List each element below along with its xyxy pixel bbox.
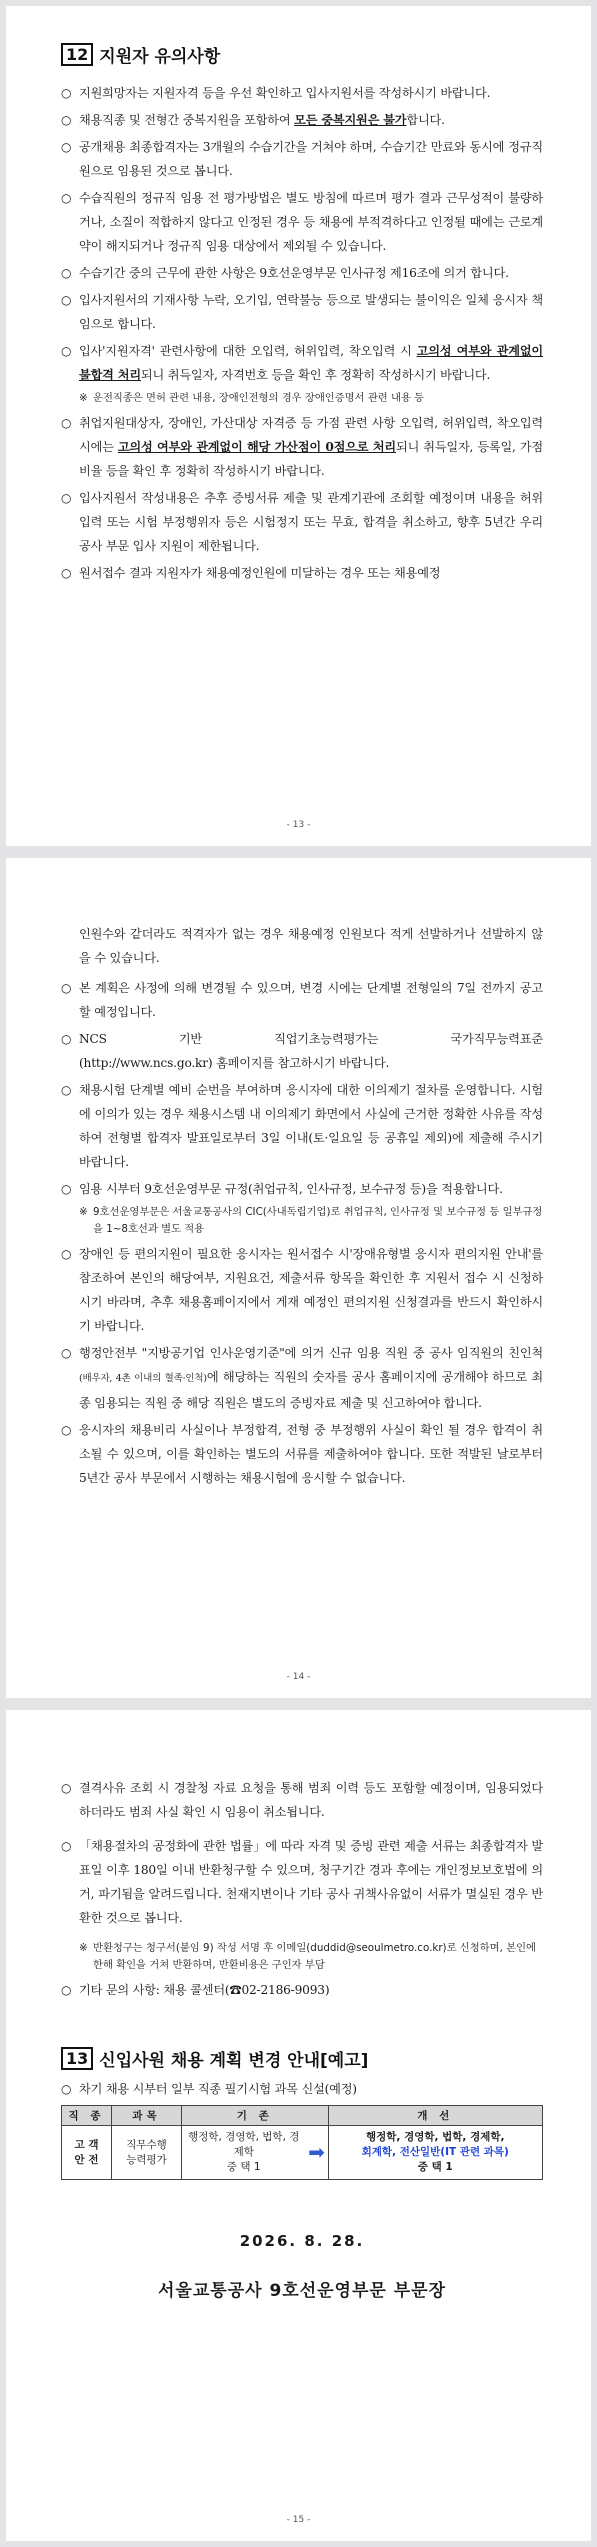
notice-item: [61, 976, 543, 1024]
notice-item: [61, 1978, 543, 2002]
notice-list: [61, 976, 543, 1490]
bullet-icon: ○: [61, 1346, 72, 1360]
item-text: 입사지원서 작성내용은 추후 증빙서류 제출 및 관계기관에 조회할 예정이며 내용을 허위 입력 또는 시험 부정행위자 등은 시험정지 또는 무효, 합격을 취소하고, 향후 5년간 우리 공사 부문 입사 지원이 제한됩니다.: [79, 491, 543, 553]
bullet-icon: ○: [61, 2082, 72, 2096]
notice-item: [61, 1177, 543, 1201]
bullet-icon: ○: [61, 1983, 72, 1997]
item-text: 본 계획은 사정에 의해 변경될 수 있으며, 변경 시에는 단계별 전형일의 7일 전까지 공고할 예정입니다.: [79, 981, 543, 1019]
ncs-justified-line: [79, 1027, 543, 1051]
bullet-icon: ○: [61, 981, 72, 995]
bullet-icon: ○: [61, 344, 72, 358]
issuer-name: 서울교통공사 9호선운영부문 부문장: [158, 2281, 446, 2301]
item-text: 수습직원의 정규직 임용 전 평가방법은 별도 방침에 따르며 평가 결과 근무성적이 불량하거나, 소질이 적합하지 않다고 인정된 경우 등 채용에 부적격하다고 인정될 때에는 근로계약이 해지되거나 정규직 임용 대상에서 제외될 수 있습니다.: [79, 191, 543, 253]
notice-list: [61, 81, 543, 585]
item-text: 장애인 등 편의지원이 필요한 응시자는 원서접수 시'장애유형별 응시자 편의지원 안내'를 참조하여 본인의 해당여부, 지원요건, 제출서류 항목을 확인한 후 지원서 접수 시 신청하시기 바라며, 추후 채용홈페이지에서 게재 예정인 편의지원 신청결과를 반드시 확인하시기 바랍니다.: [79, 1247, 543, 1333]
item-text: 기타 문의 사항: 채용 콜센터(☎02-2186-9093): [79, 1983, 330, 1997]
header-after: 개 선: [328, 2106, 543, 2126]
after-subjects: 행정학, 경영학, 법학, 경제학,: [366, 2131, 505, 2143]
section-title-text: 지원자 유의사항: [99, 47, 221, 67]
document-page-13: [6, 6, 591, 846]
cell-subject: 직무수행 능력평가: [112, 2126, 182, 2180]
footnote-text: 9호선운영부문은 서울교통공사의 CIC(사내독립기업)로 취업규칙, 인사규정 및 보수규정 등 일부규정을 1~8호선과 별도 적용: [93, 1206, 543, 1235]
item-text: 되니 취득일자, 자격번호 등을 확인 후 정확히 작성하시기 바랍니다.: [140, 368, 491, 382]
after-choice: 중 택 1: [417, 2161, 453, 2173]
item-text: 고의성 여부와 관계없이 해당 가산점이 0점으로 처리: [117, 440, 396, 454]
notice-item: [61, 1027, 543, 1075]
item-text: 취업지원대상자, 장애인, 가산대상 자격증 등 가점 관련 사항 오입력, 허위입력, 착오입력 시에는: [79, 416, 543, 454]
section-number-box: 12: [61, 43, 93, 66]
notice-item: [61, 486, 543, 558]
bullet-icon: ○: [61, 86, 72, 100]
bullet-icon: ○: [61, 113, 72, 127]
document-page-14: [6, 858, 591, 1698]
cell-job: 고 객 안 전: [62, 2126, 112, 2180]
section-title-text: 신입사원 채용 계획 변경 안내[예고]: [99, 2051, 369, 2071]
item-text: 수습기간 중의 근무에 관한 사항은 9호선운영부문 인사규정 제16조에 의거 합니다.: [79, 266, 509, 280]
header-subject: 과목: [112, 2106, 182, 2126]
bullet-icon: ○: [61, 416, 72, 430]
item-text: 모든 중복지원은 불가: [294, 113, 407, 127]
item-text: 행정안전부 "지방공기업 인사운영기준"에 의거 신규 임용 직원 중 공사 임직원의 친인척: [79, 1346, 543, 1360]
notice-item: [61, 339, 543, 387]
section-13-title: [61, 2046, 543, 2071]
bullet-icon: ○: [61, 1032, 72, 1046]
bullet-icon: ○: [61, 191, 72, 205]
page-number: - 15 -: [286, 2515, 311, 2525]
header-job: 직 종: [62, 2106, 112, 2126]
footnote-text: 반환청구는 청구서(붙임 9) 작성 서명 후 이메일(duddid@seoulmetro.co.kr)로 신청하며, 본인에 한해 확인을 거쳐 반환하며, 반환비용은 구인자 부담: [93, 1942, 536, 1971]
bullet-icon: ○: [61, 491, 72, 505]
bullet-icon: ○: [61, 1247, 72, 1261]
notice-list: [61, 1776, 543, 2002]
item-text: 고의성 여부와 관계없이 불합격 처리: [79, 344, 543, 382]
notice-item: [61, 561, 543, 585]
notice-item: [61, 81, 543, 105]
bullet-icon: ○: [61, 293, 72, 307]
item-text: (배우자, 4촌 이내의 혈족·인척): [79, 1373, 207, 1384]
notice-item: [61, 1834, 543, 1930]
item-text: 에 해당하는 직원의 숫자를 공사 홈페이지에 공개해야 하므로 최종 임용되는 직원 중 해당 직원은 별도의 증빙자료 제출 및 신고하여야 합니다.: [79, 1370, 544, 1410]
footnote-text: 운전직종은 면허 관련 내용, 장애인전형의 경우 장애인증명서 관련 내용 등: [93, 392, 425, 404]
item-text: 채용직종 및 전형간 중복지원을 포함하여: [79, 113, 295, 127]
item-text: 지원희망자는 지원자격 등을 우선 확인하고 입사지원서를 작성하시기 바랍니다.: [79, 86, 491, 100]
footnote: [61, 390, 543, 407]
notice-item: [61, 1242, 543, 1338]
notice-item: [61, 261, 543, 285]
section-12-title: [61, 42, 543, 67]
reference-mark-icon: ※: [79, 1206, 88, 1218]
after-new-subjects: 회계학, 전산일반(IT 관련 과목): [361, 2146, 509, 2158]
page-number: - 14 -: [286, 1672, 311, 1682]
footnote: [61, 1940, 543, 1974]
item-text: 입사'지원자격' 관련사항에 대한 오입력, 허위입력, 착오입력 시: [79, 344, 417, 358]
reference-mark-icon: ※: [79, 1942, 88, 1954]
ncs-word: 국가직무능력표준: [450, 1032, 543, 1046]
item-text: 결격사유 조회 시 경찰청 자료 요청을 통해 범죄 이력 등도 포함할 예정이며, 임용되었다 하더라도 범죄 사실 확인 시 임용이 취소됩니다.: [79, 1781, 543, 1819]
notice-item: [61, 1341, 543, 1415]
ncs-word: 직업기초능력평가는: [274, 1032, 379, 1046]
before-choice: 중 택 1: [226, 2161, 261, 2173]
bullet-icon: ○: [61, 1423, 72, 1437]
cell-after: [328, 2126, 543, 2180]
item-text: 입사지원서의 기재사항 누락, 오기입, 연락불능 등으로 발생되는 불이익은 일체 응시자 책임으로 합니다.: [79, 293, 543, 331]
ncs-word: 기반: [178, 1032, 203, 1046]
item-text: 공개채용 최종합격자는 3개월의 수습기간을 거쳐야 하며, 수습기간 만료와 동시에 정규직원으로 임용된 것으로 봅니다.: [79, 140, 543, 178]
plan-change-table: [61, 2105, 543, 2180]
notice-item: [61, 186, 543, 258]
section-number-box: 13: [61, 2047, 93, 2070]
bullet-icon: ○: [61, 266, 72, 280]
cell-before: [182, 2126, 306, 2180]
notice-item: [61, 288, 543, 336]
plan-intro: [61, 2077, 543, 2101]
notice-item: [61, 1078, 543, 1174]
item-text: 되니 취득일자, 등록일, 가점비율 등을 확인 후 정확히 작성하시기 바랍니다.: [79, 440, 543, 478]
item-text: 채용시험 단계별 예비 순번을 부여하며 응시자에 대한 이의제기 절차를 운영합니다. 시험에 이의가 있는 경우 채용시스템 내 이의제기 화면에서 사실에 근거한 정확한 사유를 작성하여 전형별 합격자 발표일로부터 3일 이내(토·일요일 등 공휴일 제외)에 제출해 주시기 바랍니다.: [79, 1083, 543, 1169]
notice-item: [61, 108, 543, 132]
bullet-icon: ○: [61, 1781, 72, 1795]
bullet-icon: ○: [61, 1083, 72, 1097]
continued-paragraph: 인원수와 같더라도 적격자가 없는 경우 채용예정 인원보다 적게 선발하거나 선발하지 않을 수 있습니다.: [79, 927, 543, 965]
notice-item: [61, 411, 543, 483]
header-before: 기 존: [182, 2106, 329, 2126]
arrow-right-icon: ➡: [306, 2126, 329, 2180]
item-text: 응시자의 채용비리 사실이나 부정합격, 전형 중 부정행위 사실이 확인 될 경우 합격이 취소될 수 있으며, 이를 확인하는 별도의 서류를 제출하여야 합니다. 또한 적발된 날로부터 5년간 공사 부문에서 시행하는 채용시험에 응시할 수 없습니다.: [79, 1423, 543, 1485]
page-number: - 13 -: [286, 820, 311, 830]
item-text: (http://www.ncs.go.kr) 홈페이지를 참고하시기 바랍니다.: [79, 1056, 390, 1070]
plan-intro-text: 차기 채용 시부터 일부 직종 필기시험 과목 신설(예정): [79, 2082, 357, 2096]
ncs-word: NCS: [79, 1032, 107, 1046]
bullet-icon: ○: [61, 140, 72, 154]
item-text: 합니다.: [406, 113, 445, 127]
footnote: [61, 1204, 543, 1238]
notice-item: [61, 1418, 543, 1490]
document-page-15: [6, 1710, 591, 2541]
item-text: 원서접수 결과 지원자가 채용예정인원에 미달하는 경우 또는 채용예정: [79, 566, 441, 580]
announcement-date: 2026. 8. 28.: [239, 2232, 365, 2250]
reference-mark-icon: ※: [79, 392, 88, 404]
before-subjects: 행정학, 경영학, 법학, 경제학: [188, 2131, 300, 2158]
notice-item: [61, 1776, 543, 1824]
item-text: 「채용절차의 공정화에 관한 법률」에 따라 자격 및 증빙 관련 제출 서류는 최종합격자 발표일 이후 180일 이내 반환청구할 수 있으며, 청구기간 경과 후에는 개인정보보호법에 의거, 파기됨을 알려드립니다. 천재지변이나 기타 공사 귀책사유없이 서류가 멸실된 경우 반환한 것으로 봅니다.: [79, 1839, 543, 1925]
bullet-icon: ○: [61, 1182, 72, 1196]
bullet-icon: ○: [61, 566, 72, 580]
item-text: 임용 시부터 9호선운영부문 규정(취업규칙, 인사규정, 보수규정 등)을 적용합니다.: [79, 1182, 503, 1196]
bullet-icon: ○: [61, 1839, 72, 1853]
notice-item: [61, 135, 543, 183]
